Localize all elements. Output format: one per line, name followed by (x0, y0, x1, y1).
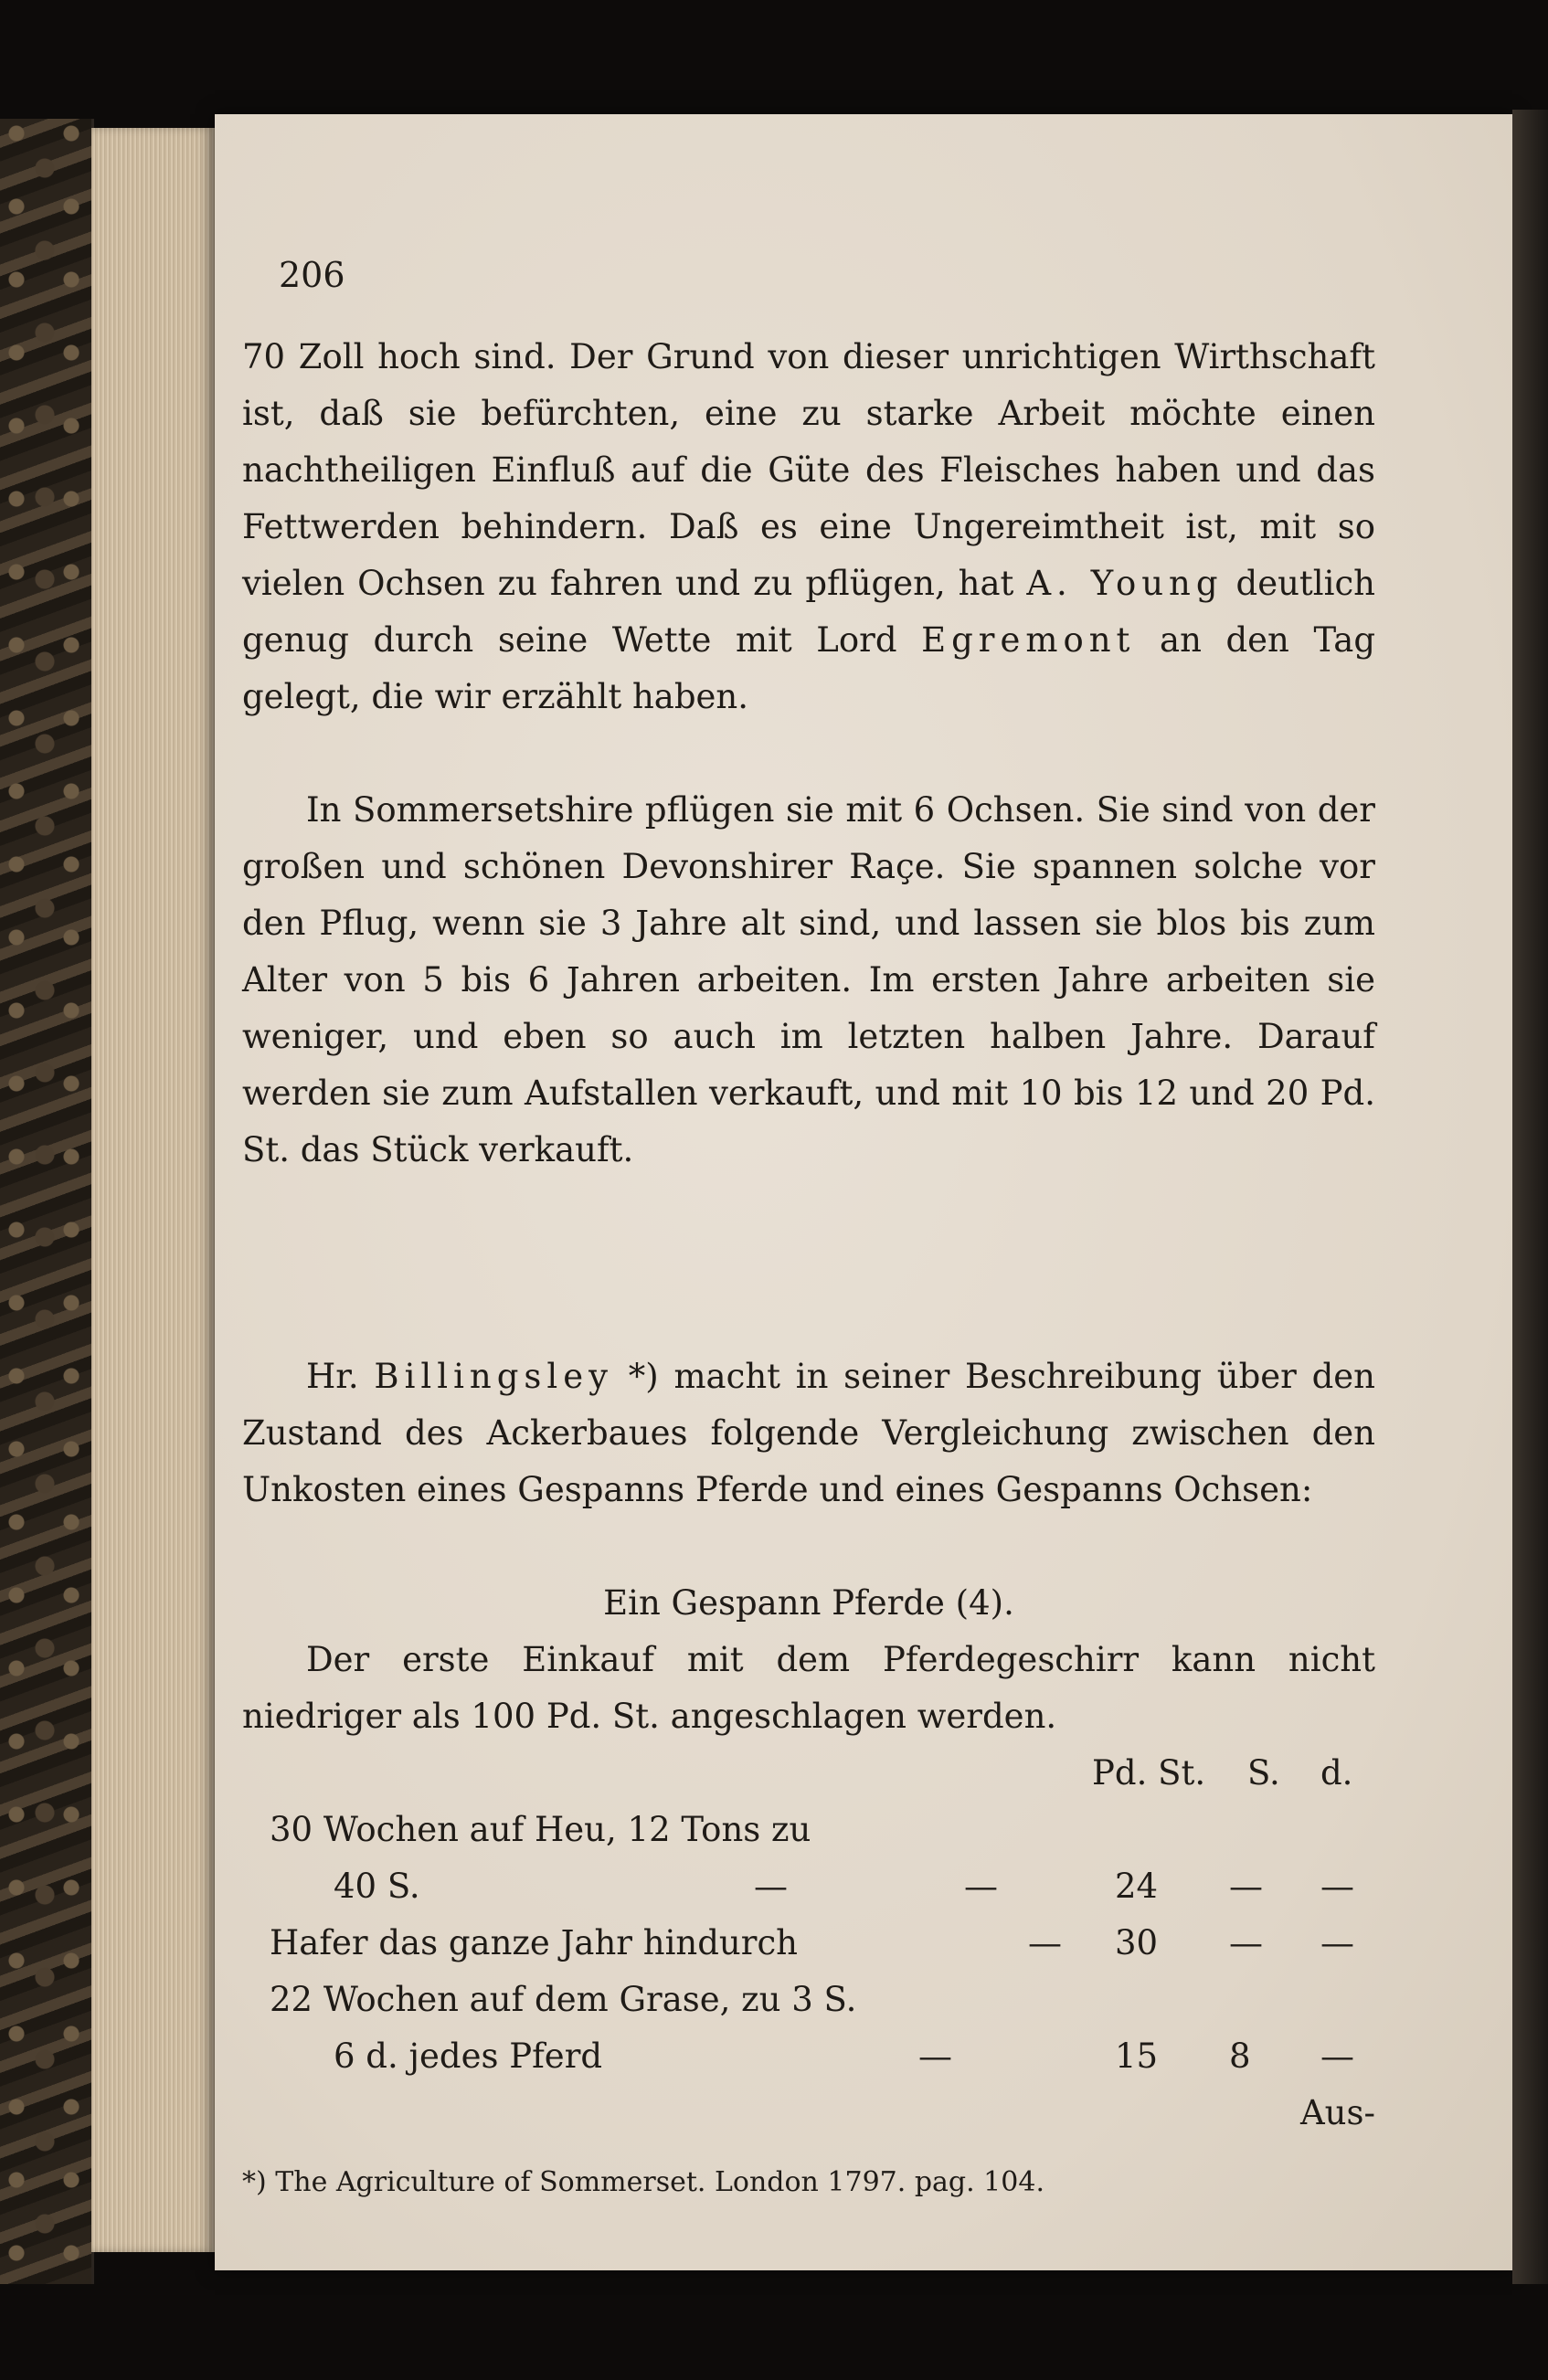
row-label: Hafer das ganze Jahr hindurch (270, 1923, 798, 1962)
table-row (242, 1858, 1375, 1915)
paragraph-3-rest: *) macht in seiner Beschreibung über den Zustand des Ackerbaues folgende Vergleichung zwischen den Unkosten eines Gespanns Pferde und eines Gespanns Ochsen: (242, 1357, 1376, 1509)
page-number: 206 (279, 255, 345, 295)
row-label: 6 d. jedes Pferd (334, 2036, 603, 2076)
row-label: 22 Wochen auf dem Grase, zu 3 S. (270, 1980, 857, 2019)
row-label: 30 Wochen auf Heu, 12 Tons zu (270, 1810, 811, 1849)
row-dash: — (1028, 1923, 1062, 1962)
row-dash: — (964, 1867, 998, 1906)
author-name-billingsley: Billingsley (374, 1357, 614, 1396)
paragraph-3 (242, 1349, 1375, 1518)
row-pence: — (1320, 2036, 1354, 2076)
section-heading: Ein Gespann Pferde (4). (603, 1583, 1014, 1623)
row-pounds: 24 (1115, 1867, 1159, 1906)
row-shillings: 8 (1229, 2036, 1251, 2076)
row-pounds: 15 (1115, 2036, 1159, 2076)
table-row (242, 1915, 1375, 1972)
paragraph-4: Der erste Einkauf mit dem Pferdegeschirr kann nicht niedriger als 100 Pd. St. angeschlagen werden. (242, 1640, 1375, 1736)
row-dash: — (918, 2036, 952, 2076)
table-row (242, 1972, 1375, 2028)
paragraph-2: In Sommersetshire pflügen sie mit 6 Ochsen. Sie sind von der großen und schönen Devonshirer Raçe. Sie spannen solche vor den Pflug, wenn sie 3 Jahre alt sind, und lassen sie blos bis zum Alter von 5 bis 6 Jahren arbeiten. Im ersten Jahre arbeiten sie weniger, und eben so auch im letzten halben Jahre. Darauf werden sie zum Aufstallen verkauft, und mit 10 bis 12 und 20 Pd. St. das Stück verkauft. (242, 790, 1375, 1169)
catchword: Aus- (1299, 2093, 1375, 2132)
row-dash: — (754, 1867, 788, 1906)
table-header-row (242, 1745, 1375, 1802)
row-pounds: 30 (1115, 1923, 1159, 1962)
footnote: *) The Agriculture of Sommerset. London 1797. pag. 104. (242, 2166, 1044, 2198)
page-edges (91, 128, 215, 2252)
book-binding (0, 119, 94, 2284)
row-pence: — (1320, 1867, 1354, 1906)
table-row (242, 2028, 1375, 2085)
row-shillings: — (1229, 1923, 1263, 1962)
paragraph-1-text: 70 Zoll hoch sind. Der Grund von dieser unrichtigen Wirthschaft ist, daß sie befürchten, eine zu starke Arbeit möchte einen nachtheiligen Einfluß auf die Güte des Fleisches haben und das Fettwerden behindern. Daß es eine Ungereimtheit ist, mit so vielen Ochsen zu fahren und zu pflügen, hat (242, 337, 1375, 603)
facing-page-edge (1512, 110, 1548, 2284)
header-pence: d. (1320, 1753, 1353, 1793)
author-name-young: A. Young (1026, 564, 1224, 603)
paragraph-1-mid: deutlich genug durch seine Wette mit Lord (242, 564, 1376, 660)
row-pence: — (1320, 1923, 1354, 1962)
table-row (242, 1802, 1375, 1858)
name-egremont: Egremont (921, 620, 1136, 660)
row-shillings: — (1229, 1867, 1263, 1906)
paragraph-1-end: an den Tag gelegt, die wir erzählt haben. (242, 620, 1376, 716)
row-label: 40 S. (334, 1867, 420, 1906)
paragraph-3-start: Hr. (306, 1357, 359, 1396)
header-pounds: Pd. St. (1092, 1753, 1206, 1793)
catchword-row (242, 2085, 1375, 2142)
paragraph-1 (242, 329, 1375, 725)
header-shillings: S. (1247, 1753, 1280, 1793)
